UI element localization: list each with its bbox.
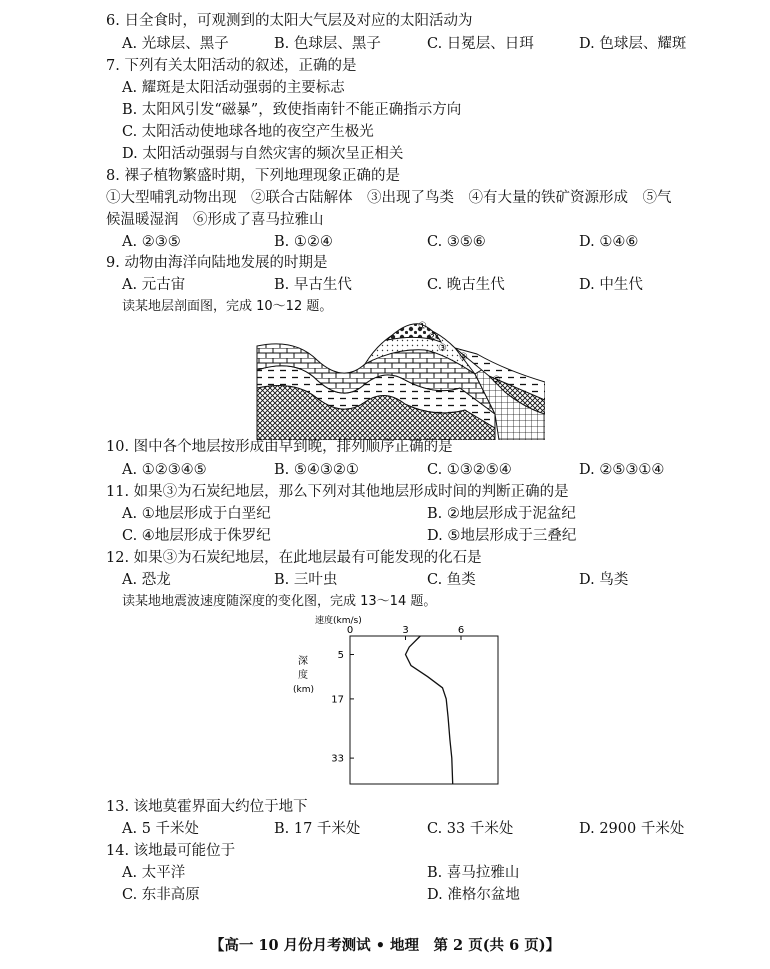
q13-option-c: C. 33 千米处 <box>427 821 514 837</box>
q11-option-d: D. ⑤地层形成于三叠纪 <box>427 528 577 544</box>
q9-option-a: A. 元古宙 <box>122 277 186 293</box>
q10-stem: 10. 图中各个地层按形成由早到晚，排列顺序正确的是 <box>106 439 453 455</box>
y-tick-label: 17 <box>331 694 344 706</box>
q7-option-c: C. 太阳活动使地球各地的夜空产生极光 <box>122 124 374 140</box>
strata-label-2: ② <box>428 332 437 343</box>
y-tick-label: 33 <box>331 753 344 765</box>
intro-seismic: 读某地地震波速度随深度的变化图，完成 13～14 题。 <box>122 594 437 609</box>
q6-option-a: A. 光球层、黑子 <box>122 36 229 52</box>
q7-stem: 7. 下列有关太阳活动的叙述，正确的是 <box>106 58 357 74</box>
strata-label-3: ③ <box>438 343 447 354</box>
chart-x-axis-label: 速度(km/s) <box>315 616 362 626</box>
q6-option-c: C. 日冕层、日珥 <box>427 36 534 52</box>
y-tick-label: 5 <box>337 650 344 661</box>
q11-option-b: B. ②地层形成于泥盆纪 <box>427 506 576 522</box>
strata-label-5: ⑤ <box>492 375 501 386</box>
q13-option-a: A. 5 千米处 <box>122 821 200 837</box>
intro-strata: 读某地层剖面图，完成 10～12 题。 <box>122 299 333 314</box>
q6-option-b: B. 色球层、黑子 <box>274 36 381 52</box>
q9-stem: 9. 动物由海洋向陆地发展的时期是 <box>106 255 328 271</box>
q11-option-c: C. ④地层形成于侏罗纪 <box>122 528 271 544</box>
q10-option-a: A. ①②③④⑤ <box>122 462 207 478</box>
x-tick-label: 6 <box>457 625 465 636</box>
q9-option-c: C. 晚古生代 <box>427 277 505 293</box>
chart-y-axis-label-3: (km) <box>293 685 315 695</box>
q12-option-a: A. 恐龙 <box>122 572 171 588</box>
q7-option-b: B. 太阳风引发“磁暴”，致使指南针不能正确指示方向 <box>122 102 462 118</box>
chart-frame <box>350 636 498 784</box>
q12-option-d: D. 鸟类 <box>579 572 629 588</box>
q8-option-a: A. ②③⑤ <box>122 234 181 250</box>
q7-option-d: D. 太阳活动强弱与自然灾害的频次呈正相关 <box>122 146 404 162</box>
q10-option-c: C. ①③②⑤④ <box>427 462 512 478</box>
strata-cross-section-figure <box>255 318 545 440</box>
chart-y-axis-label-1: 深 <box>298 656 308 667</box>
x-tick-label: 3 <box>402 625 409 636</box>
q12-stem: 12. 如果③为石炭纪地层，在此地层最有可能发现的化石是 <box>106 550 482 566</box>
q6-stem: 6. 日全食时，可观测到的太阳大气层及对应的太阳活动为 <box>106 13 473 29</box>
q14-option-d: D. 准格尔盆地 <box>427 887 520 903</box>
q9-option-b: B. 早古生代 <box>274 277 352 293</box>
q9-option-d: D. 中生代 <box>579 277 643 293</box>
page-footer: 【高一 10 月份月考测试 • 地理 第 2 页(共 6 页)】 <box>209 937 561 954</box>
q13-option-b: B. 17 千米处 <box>274 821 361 837</box>
q7-option-a: A. 耀斑是太阳活动强弱的主要标志 <box>122 80 345 96</box>
q14-option-a: A. 太平洋 <box>122 865 186 881</box>
q8-option-c: C. ③⑤⑥ <box>427 234 486 250</box>
q12-option-b: B. 三叶虫 <box>274 572 338 588</box>
q14-option-c: C. 东非高原 <box>122 887 200 903</box>
q11-option-a: A. ①地层形成于白垩纪 <box>122 506 271 522</box>
q13-option-d: D. 2900 千米处 <box>579 821 685 837</box>
q8-option-d: D. ①④⑥ <box>579 234 639 250</box>
q11-stem: 11. 如果③为石炭纪地层，那么下列对其他地层形成时间的判断正确的是 <box>106 484 569 500</box>
strata-label-1: ① <box>418 321 427 332</box>
x-tick-label: 0 <box>346 625 354 636</box>
velocity-curve <box>406 636 453 784</box>
q8-statements: ①大型哺乳动物出现 ②联合古陆解体 ③出现了鸟类 ④有大量的铁矿资源形成 ⑤气 <box>106 190 672 206</box>
q6-option-d: D. 色球层、耀斑 <box>579 36 687 52</box>
q8-option-b: B. ①②④ <box>274 234 333 250</box>
strata-label-4: ④ <box>459 352 468 363</box>
q10-option-b: B. ⑤④③②① <box>274 462 359 478</box>
q14-stem: 14. 该地最可能位于 <box>106 843 236 859</box>
q13-stem: 13. 该地莫霍界面大约位于地下 <box>106 799 308 815</box>
q10-option-d: D. ②⑤③①④ <box>579 462 665 478</box>
chart-y-axis-label-2: 度 <box>298 670 308 681</box>
q12-option-c: C. 鱼类 <box>427 572 476 588</box>
q8-statements-cont: 候温暖湿润 ⑥形成了喜马拉雅山 <box>106 212 324 228</box>
seismic-velocity-chart <box>290 612 505 790</box>
q14-option-b: B. 喜马拉雅山 <box>427 865 520 881</box>
q8-stem: 8. 裸子植物繁盛时期，下列地理现象正确的是 <box>106 168 400 184</box>
